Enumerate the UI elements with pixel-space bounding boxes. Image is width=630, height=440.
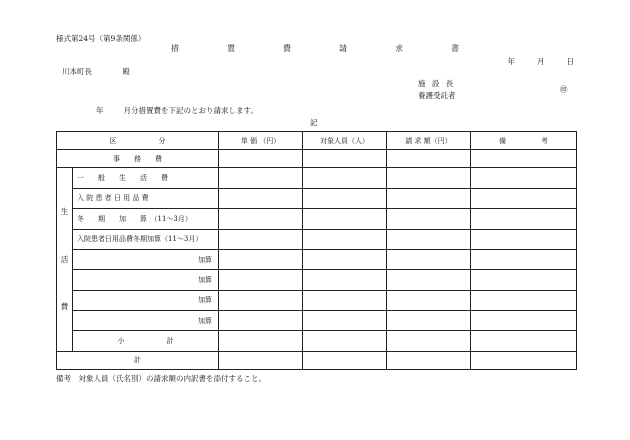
remarks-cell[interactable] — [471, 249, 577, 269]
request-year: 年 — [96, 106, 104, 115]
persons-cell[interactable] — [303, 209, 387, 229]
table-row — [57, 290, 577, 310]
unit-price-cell[interactable] — [219, 188, 303, 208]
row-label: 入 院 患 者 日 用 品 費 — [73, 188, 219, 208]
unit-price-cell[interactable] — [219, 311, 303, 331]
unit-price-cell[interactable] — [219, 229, 303, 249]
document-title — [0, 45, 630, 53]
persons-cell[interactable] — [303, 290, 387, 310]
seal-mark: ㊞ — [560, 85, 568, 94]
table-row — [57, 188, 577, 208]
persons-cell[interactable] — [303, 311, 387, 331]
unit-price-cell[interactable] — [219, 331, 303, 352]
total-row — [57, 351, 577, 369]
amount-cell[interactable] — [387, 229, 471, 249]
title-char: 求 — [395, 44, 403, 53]
row-label: 加算 — [73, 270, 219, 290]
living-expense-group — [57, 168, 73, 352]
persons-cell[interactable] — [303, 188, 387, 208]
amount-cell[interactable] — [387, 209, 471, 229]
unit-price-cell[interactable] — [219, 351, 303, 369]
addressee-name: 川本町長 — [62, 67, 92, 76]
request-statement — [96, 107, 258, 115]
header-remarks: 備 考 — [471, 132, 577, 150]
persons-cell[interactable] — [303, 270, 387, 290]
persons-cell[interactable] — [303, 351, 387, 369]
table-row — [57, 311, 577, 331]
claim-table — [56, 131, 577, 370]
table-row — [57, 229, 577, 249]
remarks-cell[interactable] — [471, 209, 577, 229]
unit-price-cell[interactable] — [219, 168, 303, 188]
facility-label: 施 設 長 — [418, 79, 456, 88]
table-row — [57, 150, 577, 168]
persons-cell[interactable] — [303, 229, 387, 249]
header-amount: 請 求 額（円） — [387, 132, 471, 150]
persons-cell[interactable] — [303, 150, 387, 168]
table-row — [57, 270, 577, 290]
title-char: 措 — [171, 44, 179, 53]
addressee-honorific: 殿 — [122, 67, 130, 76]
living-group-char: 費 — [60, 302, 69, 312]
remarks-cell[interactable] — [471, 331, 577, 352]
remarks-cell[interactable] — [471, 150, 577, 168]
ki-heading: 記 — [310, 118, 318, 127]
office-expense-label: 事 務 費 — [57, 150, 219, 168]
persons-cell[interactable] — [303, 331, 387, 352]
row-label: 加算 — [73, 311, 219, 331]
subtotal-label: 小 計 — [73, 331, 219, 352]
header-unit-price: 単 価 （円） — [219, 132, 303, 150]
header-persons: 対象人員（人） — [303, 132, 387, 150]
row-label: 加算 — [73, 290, 219, 310]
amount-cell[interactable] — [387, 311, 471, 331]
amount-cell[interactable] — [387, 249, 471, 269]
amount-cell[interactable] — [387, 331, 471, 352]
date-day: 日 — [566, 57, 574, 66]
amount-cell[interactable] — [387, 188, 471, 208]
persons-cell[interactable] — [303, 249, 387, 269]
title-char: 書 — [451, 44, 459, 53]
header-category: 区 分 — [57, 132, 219, 150]
remarks-note: 備考 対象人員（氏名別）の請求額の内訳書を添付すること。 — [56, 374, 266, 383]
remarks-cell[interactable] — [471, 188, 577, 208]
amount-cell[interactable] — [387, 168, 471, 188]
remarks-cell[interactable] — [471, 290, 577, 310]
remarks-cell[interactable] — [471, 351, 577, 369]
unit-price-cell[interactable] — [219, 249, 303, 269]
form-number: 様式第24号（第9条関係） — [56, 34, 146, 43]
amount-cell[interactable] — [387, 290, 471, 310]
title-char: 請 — [339, 44, 347, 53]
remarks-cell[interactable] — [471, 229, 577, 249]
amount-cell[interactable] — [387, 351, 471, 369]
table-row — [57, 249, 577, 269]
living-group-char: 生 — [60, 207, 69, 217]
living-group-char: 活 — [60, 254, 69, 264]
addressee — [62, 68, 130, 76]
subtotal-row — [57, 331, 577, 352]
request-text: 月分措置費を下記のとおり請求します。 — [123, 106, 258, 115]
row-label: 冬 期 加 算 （11〜3月） — [73, 209, 219, 229]
unit-price-cell[interactable] — [219, 270, 303, 290]
table-row — [57, 209, 577, 229]
consignee-label: 養護受託者 — [418, 91, 456, 100]
persons-cell[interactable] — [303, 168, 387, 188]
date-line — [508, 58, 575, 66]
title-char: 費 — [283, 44, 291, 53]
header-row — [57, 132, 577, 150]
row-label: 一 般 生 活 費 — [73, 168, 219, 188]
amount-cell[interactable] — [387, 270, 471, 290]
row-label: 入院患者日用品費冬期加算（11〜3月） — [73, 229, 219, 249]
unit-price-cell[interactable] — [219, 209, 303, 229]
unit-price-cell[interactable] — [219, 150, 303, 168]
total-label: 計 — [57, 351, 219, 369]
remarks-cell[interactable] — [471, 311, 577, 331]
remarks-cell[interactable] — [471, 270, 577, 290]
amount-cell[interactable] — [387, 150, 471, 168]
row-label: 加算 — [73, 249, 219, 269]
date-year: 年 — [507, 57, 515, 66]
unit-price-cell[interactable] — [219, 290, 303, 310]
title-char: 置 — [227, 44, 235, 53]
date-month: 月 — [537, 57, 545, 66]
table-row — [57, 168, 577, 188]
remarks-cell[interactable] — [471, 168, 577, 188]
